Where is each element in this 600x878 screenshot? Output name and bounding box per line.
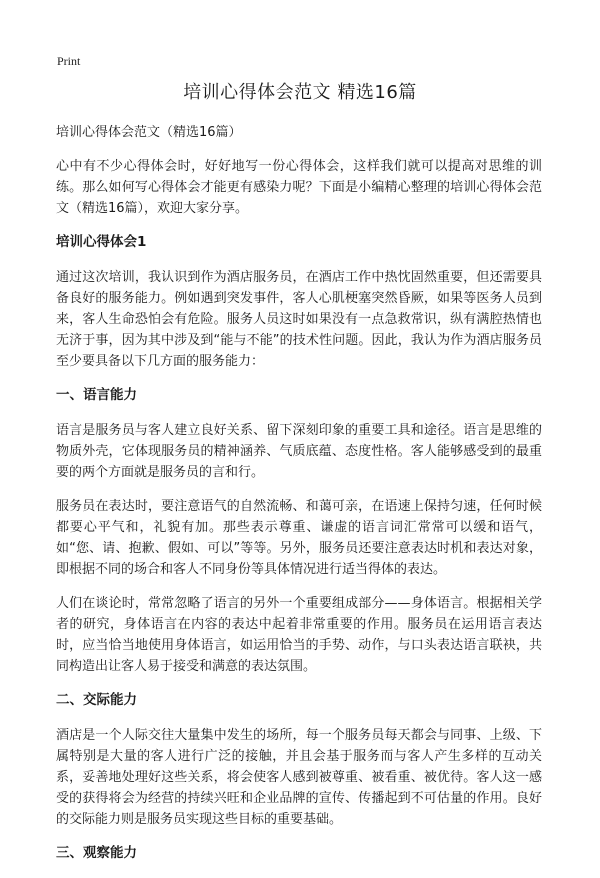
page-title: 培训心得体会范文 精选16篇 xyxy=(183,82,417,103)
language-paragraph-1: 语言是服务员与客人建立良好关系、留下深刻印象的重要工具和途径。语言是思维的物质外壳，它体现服务员的精神涵养、气质底蕴、态度性格。客人能够感受到的最重要的两个方面就是服务员的言和行。 xyxy=(56,423,542,480)
language-paragraph-3: 人们在谈论时，常常忽略了语言的另外一个重要组成部分——身体语言。根据相关学者的研究，身体语言在内容的表达中起着非常重要的作用。服务员在运用语言表达时，应当恰当地使用身体语言，如运用恰当的手势、动作，与口头表达语言联袂，共同构造出让客人易于接受和满意的表达氛围。 xyxy=(56,596,542,674)
section-heading-1: 培训心得体会1 xyxy=(56,234,147,250)
document-body xyxy=(56,122,542,878)
social-paragraph-1: 酒店是一个人际交往大量集中发生的场所，每一个服务员每天都会与同事、上级、下属特别是大量的客人进行广泛的接触，并且会基于服务而与客人产生多样的互动关系，妥善地处理好这些关系，将会使客人感到被尊重、被看重、被优待。客人这一感受的获得将会为经营的持续兴旺和企业品牌的宣传、传播起到不可估量的作用。良好的交际能力则是服务员实现这些目标的重要基础。 xyxy=(56,728,542,827)
language-paragraph-2: 服务员在表达时，要注意语气的自然流畅、和蔼可亲，在语速上保持匀速，任何时候都要心平气和，礼貌有加。那些表示尊重、谦虚的语言词汇常常可以缓和语气，如“您、请、抱歉、假如、可以”等等。另外，服务员还要注意表达时机和表达对象，即根据不同的场合和客人不同身份等具体情况进行适当得体的表达。 xyxy=(56,499,542,577)
print-label[interactable]: Print xyxy=(57,54,81,68)
heading-language-ability: 一、语言能力 xyxy=(56,387,137,403)
heading-observation-ability: 三、观察能力 xyxy=(56,845,137,861)
document-subtitle: 培训心得体会范文（精选16篇） xyxy=(56,125,242,140)
heading-social-ability: 二、交际能力 xyxy=(56,692,137,708)
intro-paragraph: 心中有不少心得体会时，好好地写一份心得体会，这样我们就可以提高对思维的训练。那么如何写心得体会才能更有感染力呢？下面是小编精心整理的培训心得体会范文（精选16篇），欢迎大家分享。 xyxy=(56,159,542,216)
section1-paragraph: 通过这次培训，我认识到作为酒店服务员，在酒店工作中热忱固然重要，但还需要具备良好的服务能力。例如遇到突发事件，客人心肌梗塞突然昏厥，如果等医务人员到来，客人生命恐怕会有危险。服务人员这时如果没有一点急救常识，纵有满腔热情也无济于事，因为其中涉及到“能与不能”的技术性问题。因此，我认为作为酒店服务员至少要具备以下几方面的服务能力： xyxy=(56,270,542,369)
